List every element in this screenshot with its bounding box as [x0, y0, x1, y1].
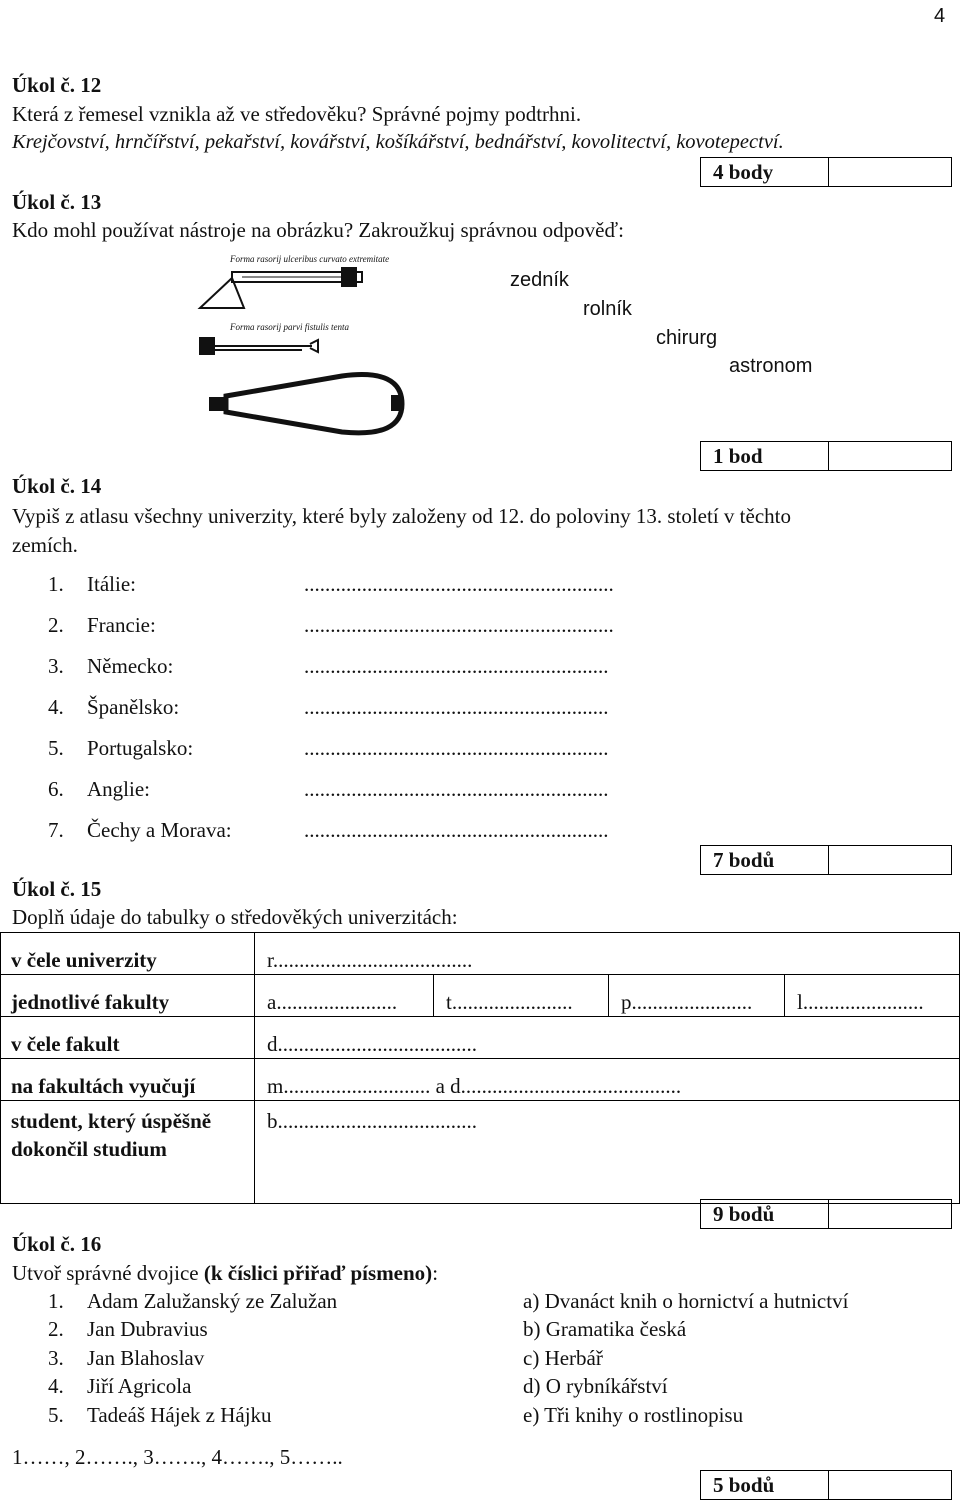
work-item: c) Herbář: [523, 1346, 603, 1370]
task12-items: Krejčovství, hrnčířství, pekařství, kovářství, košíkářství, bednářství, kovolitectví, kovotepectví.: [12, 131, 784, 153]
country-name: Španělsko:: [87, 695, 180, 719]
task13-title: Úkol č. 13: [12, 190, 102, 214]
task15-score-field[interactable]: [829, 1200, 951, 1228]
task13-score-field[interactable]: [829, 442, 951, 470]
row-head: v čele fakult: [1, 1017, 255, 1059]
table-row: [1, 1101, 960, 1204]
page-number: 4: [934, 5, 946, 27]
task14-score-box[interactable]: [700, 845, 952, 875]
person-num: 2.: [48, 1317, 64, 1341]
image-caption-2: Forma rasorij parvi fistulis tenta: [230, 322, 350, 332]
person-num: 3.: [48, 1346, 64, 1370]
answer-dots[interactable]: ..........................................................: [304, 654, 609, 678]
person-name: Tadeáš Hájek z Hájku: [87, 1403, 272, 1427]
country-num: 5.: [48, 736, 64, 760]
country-num: 2.: [48, 613, 64, 637]
task12-question: Která z řemesel vznikla až ve středověku? Správné pojmy podtrhni.: [12, 102, 582, 126]
task16-score-field[interactable]: [829, 1471, 951, 1499]
person-name: Adam Zalužanský ze Zalužan: [87, 1289, 338, 1313]
answer-dots[interactable]: ..........................................................: [304, 736, 609, 760]
country-name: Čechy a Morava:: [87, 818, 232, 842]
country-num: 3.: [48, 654, 64, 678]
person-name: Jan Blahoslav: [87, 1346, 205, 1370]
country-num: 1.: [48, 572, 64, 596]
task15-title: Úkol č. 15: [12, 877, 102, 901]
task16-title: Úkol č. 16: [12, 1232, 102, 1256]
row-head: jednotlivé fakulty: [1, 975, 255, 1017]
answer-dots[interactable]: ...........................................................: [304, 572, 614, 596]
row-head: student, který úspěšně dokončil studium: [1, 1101, 255, 1204]
work-item: d) O rybníkářství: [523, 1374, 668, 1398]
country-name: Portugalsko:: [87, 736, 194, 760]
answer-line[interactable]: 1……, 2……., 3……., 4……., 5……..: [12, 1445, 343, 1469]
task16-question: [12, 1259, 438, 1287]
task12-points-label: 4 body: [701, 158, 829, 186]
answer-cell[interactable]: a.......................: [255, 975, 434, 1017]
task16-points-label: 5 bodů: [701, 1471, 829, 1499]
task12-title: Úkol č. 12: [12, 73, 102, 97]
answer-cell[interactable]: d......................................: [255, 1017, 960, 1059]
task13-points-label: 1 bod: [701, 442, 829, 470]
option-astronom[interactable]: astronom: [729, 355, 813, 377]
task12-score-field[interactable]: [829, 158, 951, 186]
answer-cell[interactable]: p.......................: [609, 975, 785, 1017]
country-num: 4.: [48, 695, 64, 719]
university-table: [0, 932, 960, 1204]
table-row: [1, 933, 960, 975]
work-item: e) Tři knihy o rostlinopisu: [523, 1403, 744, 1427]
person-name: Jiří Agricola: [87, 1374, 192, 1398]
work-item: b) Gramatika česká: [523, 1317, 687, 1341]
task13-question: Kdo mohl používat nástroje na obrázku? Zakroužkuj správnou odpověď:: [12, 218, 624, 242]
task15-score-box[interactable]: [700, 1199, 952, 1229]
task14-question-line2: zemích.: [12, 533, 78, 557]
answer-cell[interactable]: t.......................: [434, 975, 609, 1017]
option-zednik[interactable]: zedník: [510, 269, 569, 291]
country-name: Německo:: [87, 654, 174, 678]
surgical-instruments-image: [192, 248, 422, 438]
task13-score-box[interactable]: [700, 441, 952, 471]
task15-question: Doplň údaje do tabulky o středověkých univerzitách:: [12, 905, 458, 929]
task14-points-label: 7 bodů: [701, 846, 829, 874]
table-row: [1, 975, 960, 1017]
answer-cell[interactable]: m............................ a d..........................................: [255, 1059, 960, 1101]
answer-dots[interactable]: ..........................................................: [304, 777, 609, 801]
person-name: Jan Dubravius: [87, 1317, 208, 1341]
image-caption-1: Forma rasorij ulceribus curvato extremitate: [230, 254, 390, 264]
country-name: Anglie:: [87, 777, 150, 801]
row-head: na fakultách vyučují: [1, 1059, 255, 1101]
row-head: v čele univerzity: [1, 933, 255, 975]
answer-dots[interactable]: ...........................................................: [304, 613, 614, 637]
task14-title: Úkol č. 14: [12, 474, 102, 498]
table-row: [1, 1017, 960, 1059]
task14-score-field[interactable]: [829, 846, 951, 874]
task15-points-label: 9 bodů: [701, 1200, 829, 1228]
person-num: 1.: [48, 1289, 64, 1313]
table-row: [1, 1059, 960, 1101]
task16-question-end: :: [432, 1261, 439, 1285]
person-num: 4.: [48, 1374, 64, 1398]
task16-score-box[interactable]: [700, 1470, 952, 1500]
answer-cell[interactable]: r......................................: [255, 933, 960, 975]
person-num: 5.: [48, 1403, 64, 1427]
country-name: Itálie:: [87, 572, 136, 596]
task14-question-line1: Vypiš z atlasu všechny univerzity, které byly založeny od 12. do poloviny 13. století v těchto: [12, 504, 791, 528]
task12-score-box[interactable]: [700, 157, 952, 187]
option-chirurg[interactable]: chirurg: [656, 327, 718, 349]
country-num: 6.: [48, 777, 64, 801]
answer-cell[interactable]: l.......................: [785, 975, 960, 1017]
task16-question-text: Utvoř správné dvojice: [12, 1261, 204, 1285]
answer-cell[interactable]: b......................................: [255, 1101, 960, 1204]
task16-question-bold: (k číslici přiřaď písmeno): [203, 1261, 433, 1285]
country-num: 7.: [48, 818, 64, 842]
country-name: Francie:: [87, 613, 156, 637]
work-item: a) Dvanáct knih o hornictví a hutnictví: [523, 1289, 849, 1313]
option-rolnik[interactable]: rolník: [583, 298, 632, 320]
answer-dots[interactable]: ..........................................................: [304, 695, 609, 719]
answer-dots[interactable]: ..........................................................: [304, 818, 609, 842]
